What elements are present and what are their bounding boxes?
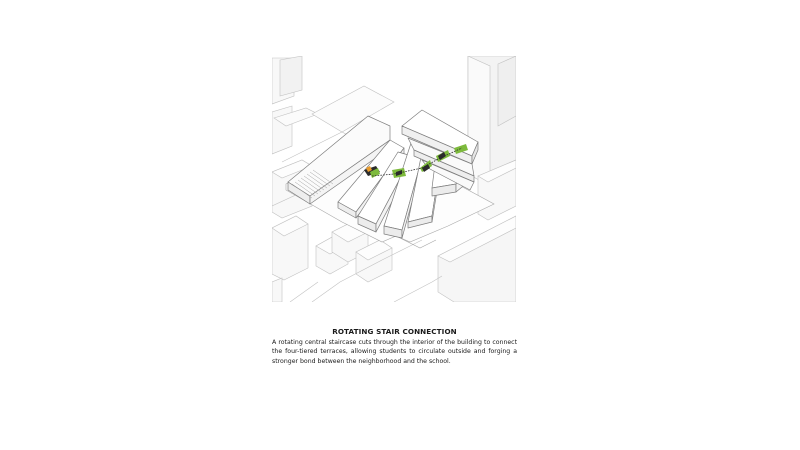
caption [272,327,517,366]
diagram-svg [272,56,516,302]
caption-title: ROTATING STAIR CONNECTION [332,327,457,336]
caption-body: A rotating central staircase cuts through the interior of the building to connect the four-tiered terraces, allowing students to circulate outside and forging a stronger bond between the neighborhood and the school. [272,339,517,365]
axonometric-diagram [272,56,516,302]
